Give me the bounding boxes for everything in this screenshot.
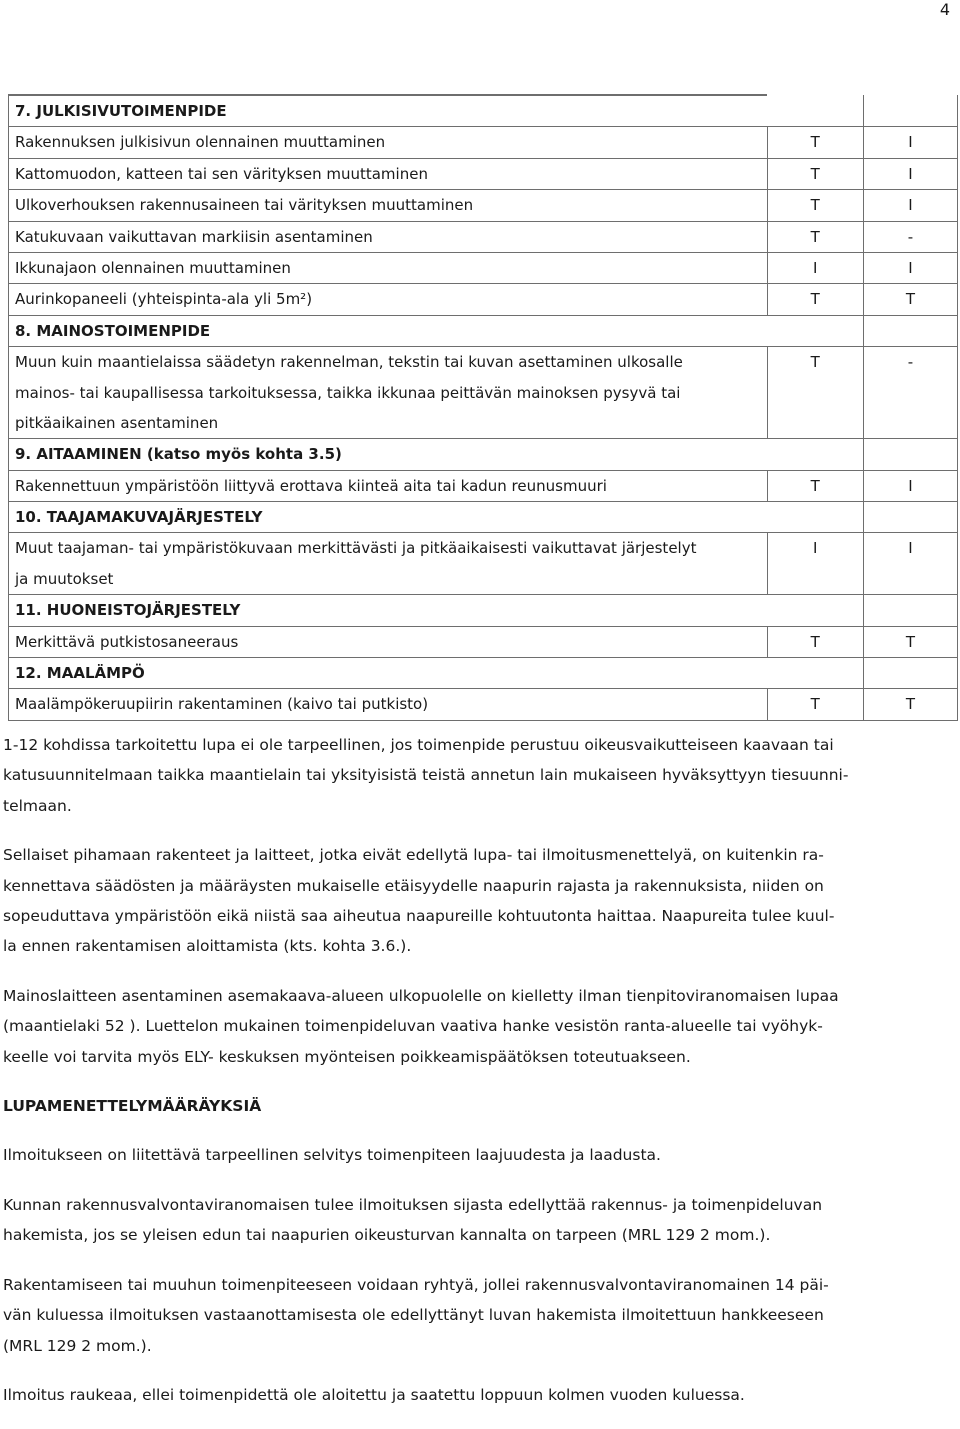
body-text — [3, 730, 955, 1429]
permit-code-a — [767, 284, 864, 315]
permit-code-b — [864, 95, 958, 127]
permit-code-a — [767, 221, 864, 252]
code-b-value: T — [905, 695, 916, 714]
permit-code-b — [864, 315, 958, 346]
paragraph-line: vän kuluessa ilmoituksen vastaanottamisesta ole edellyttänyt luvan hakemista ilmoitettuun hankkeeseen — [3, 1306, 824, 1325]
table-row — [9, 470, 958, 501]
code-b-value: T — [905, 290, 916, 309]
permit-code-a — [767, 658, 864, 689]
paragraph — [3, 1190, 955, 1251]
section-title — [9, 658, 768, 689]
permit-code-b — [864, 158, 958, 189]
section-title-text: 11. HUONEISTOJÄRJESTELY — [15, 601, 241, 620]
section-heading — [3, 1091, 955, 1121]
code-a-value: T — [810, 227, 820, 246]
permit-code-b — [864, 502, 958, 533]
measure-text-line: Kattomuodon, katteen tai sen värityksen muuttaminen — [15, 164, 428, 183]
section-row — [9, 439, 958, 470]
paragraph-line: sopeuduttava ympäristöön eikä niistä saa aiheutua naapureille kohtuutonta haittaa. Naapureita tulee kuul- — [3, 907, 835, 926]
code-b-value: I — [908, 539, 913, 558]
paragraph-line: hakemista, jos se yleisen edun tai naapurien oikeusturvan kannalta on tarpeen (MRL 129 2 mom.). — [3, 1226, 771, 1245]
code-b-value: I — [908, 258, 913, 277]
section-title — [9, 595, 768, 626]
table-row — [9, 190, 958, 221]
paragraph-line: Sellaiset pihamaan rakenteet ja laitteet, jotka eivät edellytä lupa- tai ilmoitusmenettelyä, on kuitenkin ra- — [3, 846, 824, 865]
permit-code-b — [864, 533, 958, 595]
permit-code-b — [864, 439, 958, 470]
permit-code-a — [767, 347, 864, 439]
permit-code-a — [767, 252, 864, 283]
paragraph-line: katusuunnitelmaan taikka maantielain tai yksityisistä teistä annetun lain mukaiseen hyväksyttyyn tiesuunni- — [3, 766, 849, 785]
measure-cell — [9, 158, 768, 189]
permit-code-a — [767, 626, 864, 657]
paragraph-line: 1-12 kohdissa tarkoitettu lupa ei ole tarpeellinen, jos toimenpide perustuu oikeusvaikutteiseen kaavaan tai — [3, 736, 834, 754]
permit-code-a — [767, 533, 864, 595]
paragraph — [3, 1270, 955, 1361]
code-a-value: I — [813, 258, 818, 277]
paragraph-line: Mainoslaitteen asentaminen asemakaava-alueen ulkopuolelle on kielletty ilman tienpitoviranomaisen lupaa — [3, 986, 839, 1005]
measure-text-line: Muun kuin maantielaissa säädetyn rakennelman, tekstin tai kuvan asettaminen ulkosalle — [15, 353, 683, 372]
measure-text-line: Aurinkopaneeli (yhteispinta-ala yli 5m²) — [15, 290, 313, 309]
permit-code-a — [767, 470, 864, 501]
measure-text-line: Rakennettuun ympäristöön liittyvä erottava kiinteä aita tai kadun reunusmuuri — [15, 476, 607, 495]
table-row — [9, 127, 958, 158]
section-title — [9, 439, 768, 470]
permit-code-a — [767, 190, 864, 221]
measure-cell — [9, 221, 768, 252]
permit-code-a — [767, 158, 864, 189]
permit-code-a — [767, 439, 864, 470]
code-b-value: I — [908, 476, 913, 495]
section-row — [9, 315, 958, 346]
measure-cell — [9, 127, 768, 158]
code-a-value: T — [810, 290, 820, 309]
paragraph-line: (maantielaki 52 ). Luettelon mukainen toimenpideluvan vaativa hanke vesistön ranta-alueelle tai vyöhyk- — [3, 1017, 823, 1036]
permit-code-b — [864, 595, 958, 626]
permit-code-a — [767, 95, 864, 127]
permit-code-a — [767, 502, 864, 533]
table-row — [9, 689, 958, 720]
measure-cell — [9, 626, 768, 657]
permit-code-b — [864, 470, 958, 501]
table-row — [9, 626, 958, 657]
code-a-value: T — [810, 353, 820, 372]
code-a-value: T — [810, 164, 820, 183]
section-row — [9, 502, 958, 533]
code-b-value: T — [905, 632, 916, 651]
table-row — [9, 221, 958, 252]
measure-text-line: Muut taajaman- tai ympäristökuvaan merkittävästi ja pitkäaikaisesti vaikuttavat järjestelyt — [15, 539, 697, 558]
permit-code-b — [864, 127, 958, 158]
paragraph — [3, 840, 955, 962]
paragraph — [3, 730, 955, 821]
code-b-value: - — [907, 227, 914, 246]
measure-cell — [9, 533, 768, 595]
permit-code-a — [767, 315, 864, 346]
paragraph — [3, 1380, 955, 1410]
permit-code-a — [767, 595, 864, 626]
measure-cell — [9, 470, 768, 501]
paragraph-line: kennettava säädösten ja määräysten mukaiselle etäisyydelle naapurin rajasta ja rakennuksista, niiden on — [3, 876, 824, 895]
permit-code-b — [864, 347, 958, 439]
paragraph — [3, 1140, 955, 1170]
table-row — [9, 158, 958, 189]
measure-text-line: Katukuvaan vaikuttavan markiisin asentaminen — [15, 227, 373, 246]
code-b-value: I — [908, 164, 913, 183]
permit-code-a — [767, 689, 864, 720]
measure-text-line: Ulkoverhouksen rakennusaineen tai värityksen muuttaminen — [15, 196, 474, 215]
measure-text-line: Rakennuksen julkisivun olennainen muuttaminen — [15, 133, 386, 152]
section-row — [9, 595, 958, 626]
permit-code-b — [864, 626, 958, 657]
code-b-value: - — [907, 353, 914, 372]
table-row — [9, 533, 958, 595]
paragraph-line: LUPAMENETTELYMÄÄRÄYKSIÄ — [3, 1097, 262, 1116]
permit-code-b — [864, 689, 958, 720]
paragraph-line: (MRL 129 2 mom.). — [3, 1336, 152, 1355]
measure-text-line: Merkittävä putkistosaneeraus — [15, 632, 239, 651]
measure-text-line: Ikkunajaon olennainen muuttaminen — [15, 258, 291, 277]
code-a-value: T — [810, 476, 820, 495]
paragraph — [3, 981, 955, 1072]
permit-code-b — [864, 658, 958, 689]
permit-code-b — [864, 284, 958, 315]
code-a-value: T — [810, 196, 820, 215]
measure-cell — [9, 347, 768, 439]
paragraph-line: keelle voi tarvita myös ELY- keskuksen myönteisen poikkeamispäätöksen toteutuakseen. — [3, 1047, 691, 1066]
permit-table — [8, 94, 958, 721]
code-b-value: I — [908, 196, 913, 215]
measure-cell — [9, 284, 768, 315]
paragraph-line: telmaan. — [3, 796, 72, 815]
permit-code-b — [864, 221, 958, 252]
code-a-value: I — [813, 539, 818, 558]
table-row — [9, 252, 958, 283]
code-b-value: I — [908, 133, 913, 152]
section-row — [9, 95, 958, 127]
code-a-value: T — [810, 133, 820, 152]
section-title-text: 7. JULKISIVUTOIMENPIDE — [15, 102, 227, 120]
permit-code-a — [767, 127, 864, 158]
measure-cell — [9, 252, 768, 283]
measure-text-line: mainos- tai kaupallisessa tarkoituksessa, taikka ikkunaa peittävän mainoksen pysyvä tai — [15, 383, 681, 402]
table-row — [9, 284, 958, 315]
code-a-value: T — [810, 695, 820, 714]
section-title — [9, 315, 768, 346]
paragraph-line: Rakentamiseen tai muuhun toimenpiteeseen voidaan ryhtyä, jollei rakennusvalvontaviranomainen 14 päi- — [3, 1275, 829, 1294]
section-title-text: 10. TAAJAMAKUVAJÄRJESTELY — [15, 508, 263, 527]
paragraph-line: Kunnan rakennusvalvontaviranomaisen tulee ilmoituksen sijasta edellyttää rakennus- ja toimenpideluvan — [3, 1195, 823, 1214]
measure-cell — [9, 689, 768, 720]
section-title-text: 8. MAINOSTOIMENPIDE — [15, 321, 211, 340]
section-title — [9, 95, 768, 127]
permit-code-b — [864, 252, 958, 283]
table-row — [9, 347, 958, 439]
section-row — [9, 658, 958, 689]
measure-text-line: Maalämpökeruupiirin rakentaminen (kaivo tai putkisto) — [15, 695, 429, 714]
section-title — [9, 502, 768, 533]
paragraph-line: la ennen rakentamisen aloittamista (kts. kohta 3.6.). — [3, 937, 412, 956]
measure-text-line: ja muutokset — [15, 569, 114, 588]
code-a-value: T — [810, 632, 820, 651]
page-number: 4 — [939, 0, 950, 19]
paragraph-line: Ilmoitus raukeaa, ellei toimenpidettä ole aloitettu ja saatettu loppuun kolmen vuoden kuluessa. — [3, 1385, 745, 1404]
permit-code-b — [864, 190, 958, 221]
measure-text-line: pitkäaikainen asentaminen — [15, 413, 219, 432]
paragraph-line: Ilmoitukseen on liitettävä tarpeellinen selvitys toimenpiteen laajuudesta ja laadusta. — [3, 1146, 661, 1165]
section-title-text: 9. AITAAMINEN (katso myös kohta 3.5) — [15, 445, 342, 464]
section-title-text: 12. MAALÄMPÖ — [15, 664, 145, 683]
measure-cell — [9, 190, 768, 221]
